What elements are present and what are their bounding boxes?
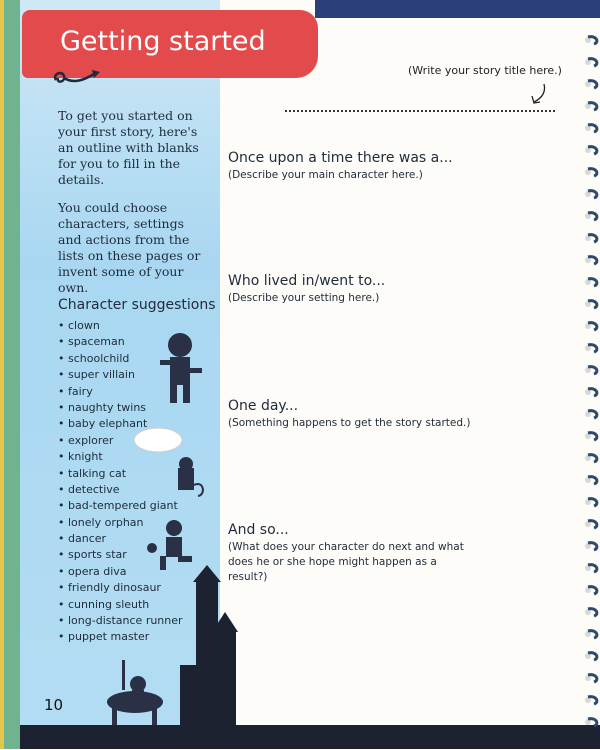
list-item: • schoolchild <box>58 351 183 367</box>
list-item: • detective <box>58 482 183 498</box>
spiral-ring-icon <box>585 279 597 286</box>
spiral-ring-icon <box>585 147 597 154</box>
title-hint: (Write your story title here.) <box>408 64 562 77</box>
list-item: • sports star <box>58 547 183 563</box>
list-item: • baby elephant <box>58 416 183 432</box>
list-item: • opera diva <box>58 564 183 580</box>
section-hint: (What does your character do next and what does he or she hope might happen as a result?) <box>228 541 464 583</box>
page-title: Getting started <box>60 26 266 57</box>
speech-bubble-icon <box>134 428 182 452</box>
spiral-ring-icon <box>585 477 597 484</box>
character-suggestions-heading: Character suggestions <box>58 297 216 313</box>
list-item: • super villain <box>58 367 183 383</box>
ground-silhouette <box>20 725 600 749</box>
spiral-ring-icon <box>585 213 597 220</box>
list-item: • knight <box>58 449 183 465</box>
page-number: 10 <box>44 696 64 714</box>
spiral-ring-icon <box>585 235 597 242</box>
cat-silhouette-icon <box>178 457 203 496</box>
list-item: • bad-tempered giant <box>58 498 183 514</box>
list-item: • friendly dinosaur <box>58 580 183 596</box>
spiral-ring-icon <box>585 169 597 176</box>
castle-silhouette-icon <box>180 565 238 730</box>
section-heading: Who lived in/went to... <box>228 273 386 289</box>
spiral-ring-icon <box>585 631 597 638</box>
clown-silhouette-icon <box>160 333 202 403</box>
intro-paragraph-1: To get you started on your first story, here's an outline with blanks for you to fill in the details. <box>58 108 199 187</box>
spiral-ring-icon <box>585 59 597 66</box>
spiral-ring-icon <box>585 719 597 726</box>
list-item: • dancer <box>58 531 183 547</box>
spiral-ring-icon <box>585 565 597 572</box>
list-item: • fairy <box>58 384 183 400</box>
spiral-ring-icon <box>585 125 597 132</box>
spiral-ring-icon <box>585 323 597 330</box>
spiral-ring-icon <box>585 191 597 198</box>
spiral-ring-icon <box>585 455 597 462</box>
spiral-ring-icon <box>585 653 597 660</box>
spiral-ring-icon <box>585 81 597 88</box>
spiral-ring-icon <box>585 697 597 704</box>
spiral-ring-icon <box>585 433 597 440</box>
spiral-binding <box>582 30 600 750</box>
spiral-ring-icon <box>585 389 597 396</box>
spiral-ring-icon <box>585 37 597 44</box>
spiral-ring-icon <box>585 103 597 110</box>
section-heading: Once upon a time there was a... <box>228 150 453 166</box>
spiral-ring-icon <box>585 543 597 550</box>
list-item: • naughty twins <box>58 400 183 416</box>
list-item: • talking cat <box>58 466 183 482</box>
list-item: • clown <box>58 318 183 334</box>
spiral-ring-icon <box>585 367 597 374</box>
knight-on-horse-silhouette-icon <box>107 660 163 726</box>
section-hint: (Describe your main character here.) <box>228 169 423 181</box>
spiral-ring-icon <box>585 609 597 616</box>
list-item: • explorer <box>58 433 183 449</box>
section-heading: And so... <box>228 522 289 538</box>
section-hint: (Something happens to get the story started.) <box>228 417 471 429</box>
spiral-ring-icon <box>585 499 597 506</box>
spiral-ring-icon <box>585 675 597 682</box>
list-item: • cunning sleuth <box>58 597 183 613</box>
section-heading: One day... <box>228 398 299 414</box>
spiral-ring-icon <box>585 521 597 528</box>
spiral-ring-icon <box>585 301 597 308</box>
list-item: • long-distance runner <box>58 613 183 629</box>
spiral-ring-icon <box>585 411 597 418</box>
intro-paragraph-2: You could choose characters, settings and actions from the lists on these pages or invent some of your own. <box>58 200 201 295</box>
list-item: • lonely orphan <box>58 515 183 531</box>
section-hint: (Describe your setting here.) <box>228 292 380 304</box>
sports-star-silhouette-icon <box>147 520 192 570</box>
list-item: • spaceman <box>58 334 183 350</box>
spiral-ring-icon <box>585 257 597 264</box>
spiral-ring-icon <box>585 345 597 352</box>
spiral-ring-icon <box>585 587 597 594</box>
list-item: • puppet master <box>58 629 183 645</box>
